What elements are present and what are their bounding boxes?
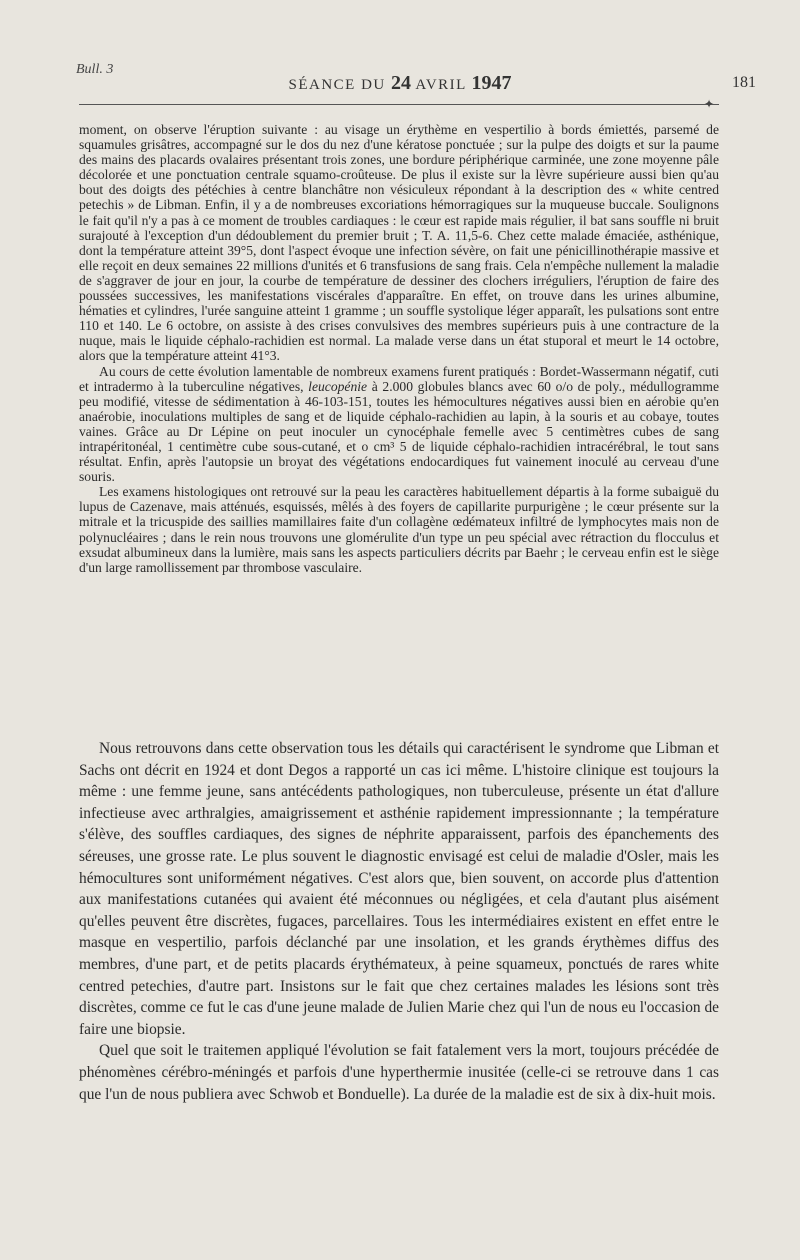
- seance-month: AVRIL: [411, 77, 472, 93]
- case-paragraph-2-end: à 2.000 globules blancs avec 60 o/o de poly., médullogramme peu modifié, vitesse de sédimentation à 46-103-151, toutes les hémocultures négatives aussi bien en aérobie qu'en anaérobie, inoculations multiples de sang et de liquide céphalo-rachidien au lapin, à la souris et au cobaye, toutes vaines. Grâce au Dr Lépine on peut inoculer un cynocéphale femelle avec 5 centimètres cubes de sang intrapéritonéal, 1 centimètre cube sous-cutané, et o cm³ 5 de liquide céphalo-rachidien intracérébral, le tout sans résultat. Enfin, après l'autopsie un broyat des végétations endocardiques fut vainement inoculé au cerveau d'une souris.: [79, 378, 719, 485]
- rule-mark-icon: ✦: [704, 97, 715, 111]
- case-paragraph-2-emphasis: leucopénie: [308, 378, 368, 394]
- seance-year: 1947: [471, 72, 512, 94]
- case-paragraph-2: [79, 364, 719, 485]
- discussion-paragraph-1: Nous retrouvons dans cette observation tous les détails qui caractérisent le syndrome que Libman et Sachs ont décrit en 1924 et dont Degos a rapporté un cas ici même. L'histoire clinique est toujours la même : une femme jeune, sans antécédents pathologiques, non tuberculeuse, présente un état d'allure infectieuse avec arthralgies, amaigrissement et asthénie rapidement impressionnante ; la température s'élève, des souffles cardiaques, des signes de néphrite apparaissent, parfois des épanchements des séreuses, une grosse rate. Le plus souvent le diagnostic envisagé est celui de maladie d'Osler, mais les hémocultures sont uniformément négatives. C'est alors que, bien souvent, on accorde plus d'attention aux manifestations cutanées qui avaient été méconnues ou négligées, et cela d'autant plus aisément qu'elles peuvent être discrètes, fugaces, parcellaires. Tous les intermédiaires existent en effet entre le masque en vespertilio, parfois déclanché par une insolation, et les grands érythèmes diffus des membres, d'une part, et de petits placards érythémateux, à peine squameux, ponctués de rares white centred petechies, d'autre part. Insistons sur le fait que chez certaines malades les lésions sont très discrètes, comme ce fut le cas d'une jeune malade de Julien Marie chez qui l'un de nous eu l'occasion de faire une biopsie.: [79, 740, 719, 1038]
- case-report: [79, 122, 719, 575]
- header-rule: [79, 104, 719, 105]
- case-paragraph-3: Les examens histologiques ont retrouvé sur la peau les caractères habituellement départis à la forme subaiguë du lupus de Cazenave, mais atténués, esquissés, mêlés à des foyers de capillarite purpurigène ; le cœur présente sur la mitrale et la tricuspide des saillies mamillaires faite d'un collagène œdémateux infiltré de lymphocytes mais non de polynucléaires ; dans le rein nous trouvons une glomérulite d'un type un peu spécial avec rétraction du flocculus et exsudat albumineux dans la lumière, mais sans les aspects particuliers décrits par Baehr ; le cerveau enfin est le siège d'un large ramollissement par thrombose vasculaire.: [79, 484, 719, 575]
- discussion-paragraph-2: Quel que soit le traitemen appliqué l'évolution se fait fatalement vers la mort, toujours précédée de phénomènes cérébro-méningés et parfois d'une hyperthermie inusitée (celle-ci se retrouve dans 1 cas que l'un de nous publiera avec Schwob et Bonduelle). La durée de la maladie est de six à dix-huit mois.: [79, 1042, 719, 1103]
- seance-prefix: SÉANCE DU: [288, 77, 391, 93]
- case-paragraph-2-start: Au cours de cette évolution lamentable de nombreux examens furent pratiqués : Bordet-Wassermann négatif, cuti et intradermo à la tuberculine négatives,: [79, 363, 719, 394]
- running-head: [0, 72, 800, 95]
- case-paragraph-1: moment, on observe l'éruption suivante : au visage un érythème en vespertilio à bords émiettés, parsemé de squamules grisâtres, accompagné sur le dos du nez d'une kératose ponctuée ; sur la pulpe des doigts et sur la paume des mains des placards ovalaires présentant trois zones, une bordure périphérique carminée, une zone moyenne pâle décolorée et une ponctuation centrale squamo-croûteuse. De plus il existe sur la lèvre supérieure aussi bien qu'au bout des doigts des pétéchies à centre blanchâtre non vésiculeux répondant à la description des « white centred petechis » de Libman. Enfin, il y a de nombreuses excoriations hémorragiques sur la muqueuse buccale. Soulignons le fait qu'il n'y a pas à ce moment de troubles cardiaques : le cœur est rapide mais régulier, il bat sans souffle ni bruit surajouté à l'exception d'un dédoublement du premier bruit ; T. A. 11,5-6. Chez cette malade émaciée, asthénique, dont la température atteint 39°5, dont l'aspect évoque une infection sévère, on fait une pénicillinothérapie massive et elle reçoit en deux semaines 22 millions d'unités et 6 transfusions de sang frais. Cela n'empêche nullement la maladie de s'aggraver de jour en jour, la courbe de température de dessiner des clochers irréguliers, l'éruption de faire des poussées successives, les manifestations viscérales d'apparaître. En effet, on trouve dans les urines albumine, hématies et cylindres, l'urée sanguine atteint 1 gramme ; un souffle systolique léger apparaît, les pulsations sont entre 110 et 140. Le 6 octobre, on assiste à des crises convulsives des membres supérieurs puis à une contracture de la nuque, mais le liquide céphalo-rachidien est normal. La malade verse dans un état stuporal et meurt le 14 octobre, alors que la température atteint 41°3.: [79, 122, 719, 364]
- discussion: [79, 738, 719, 1105]
- seance-day: 24: [391, 72, 411, 94]
- running-title-left: Bull. 3: [76, 62, 114, 77]
- page-number: 181: [732, 74, 756, 91]
